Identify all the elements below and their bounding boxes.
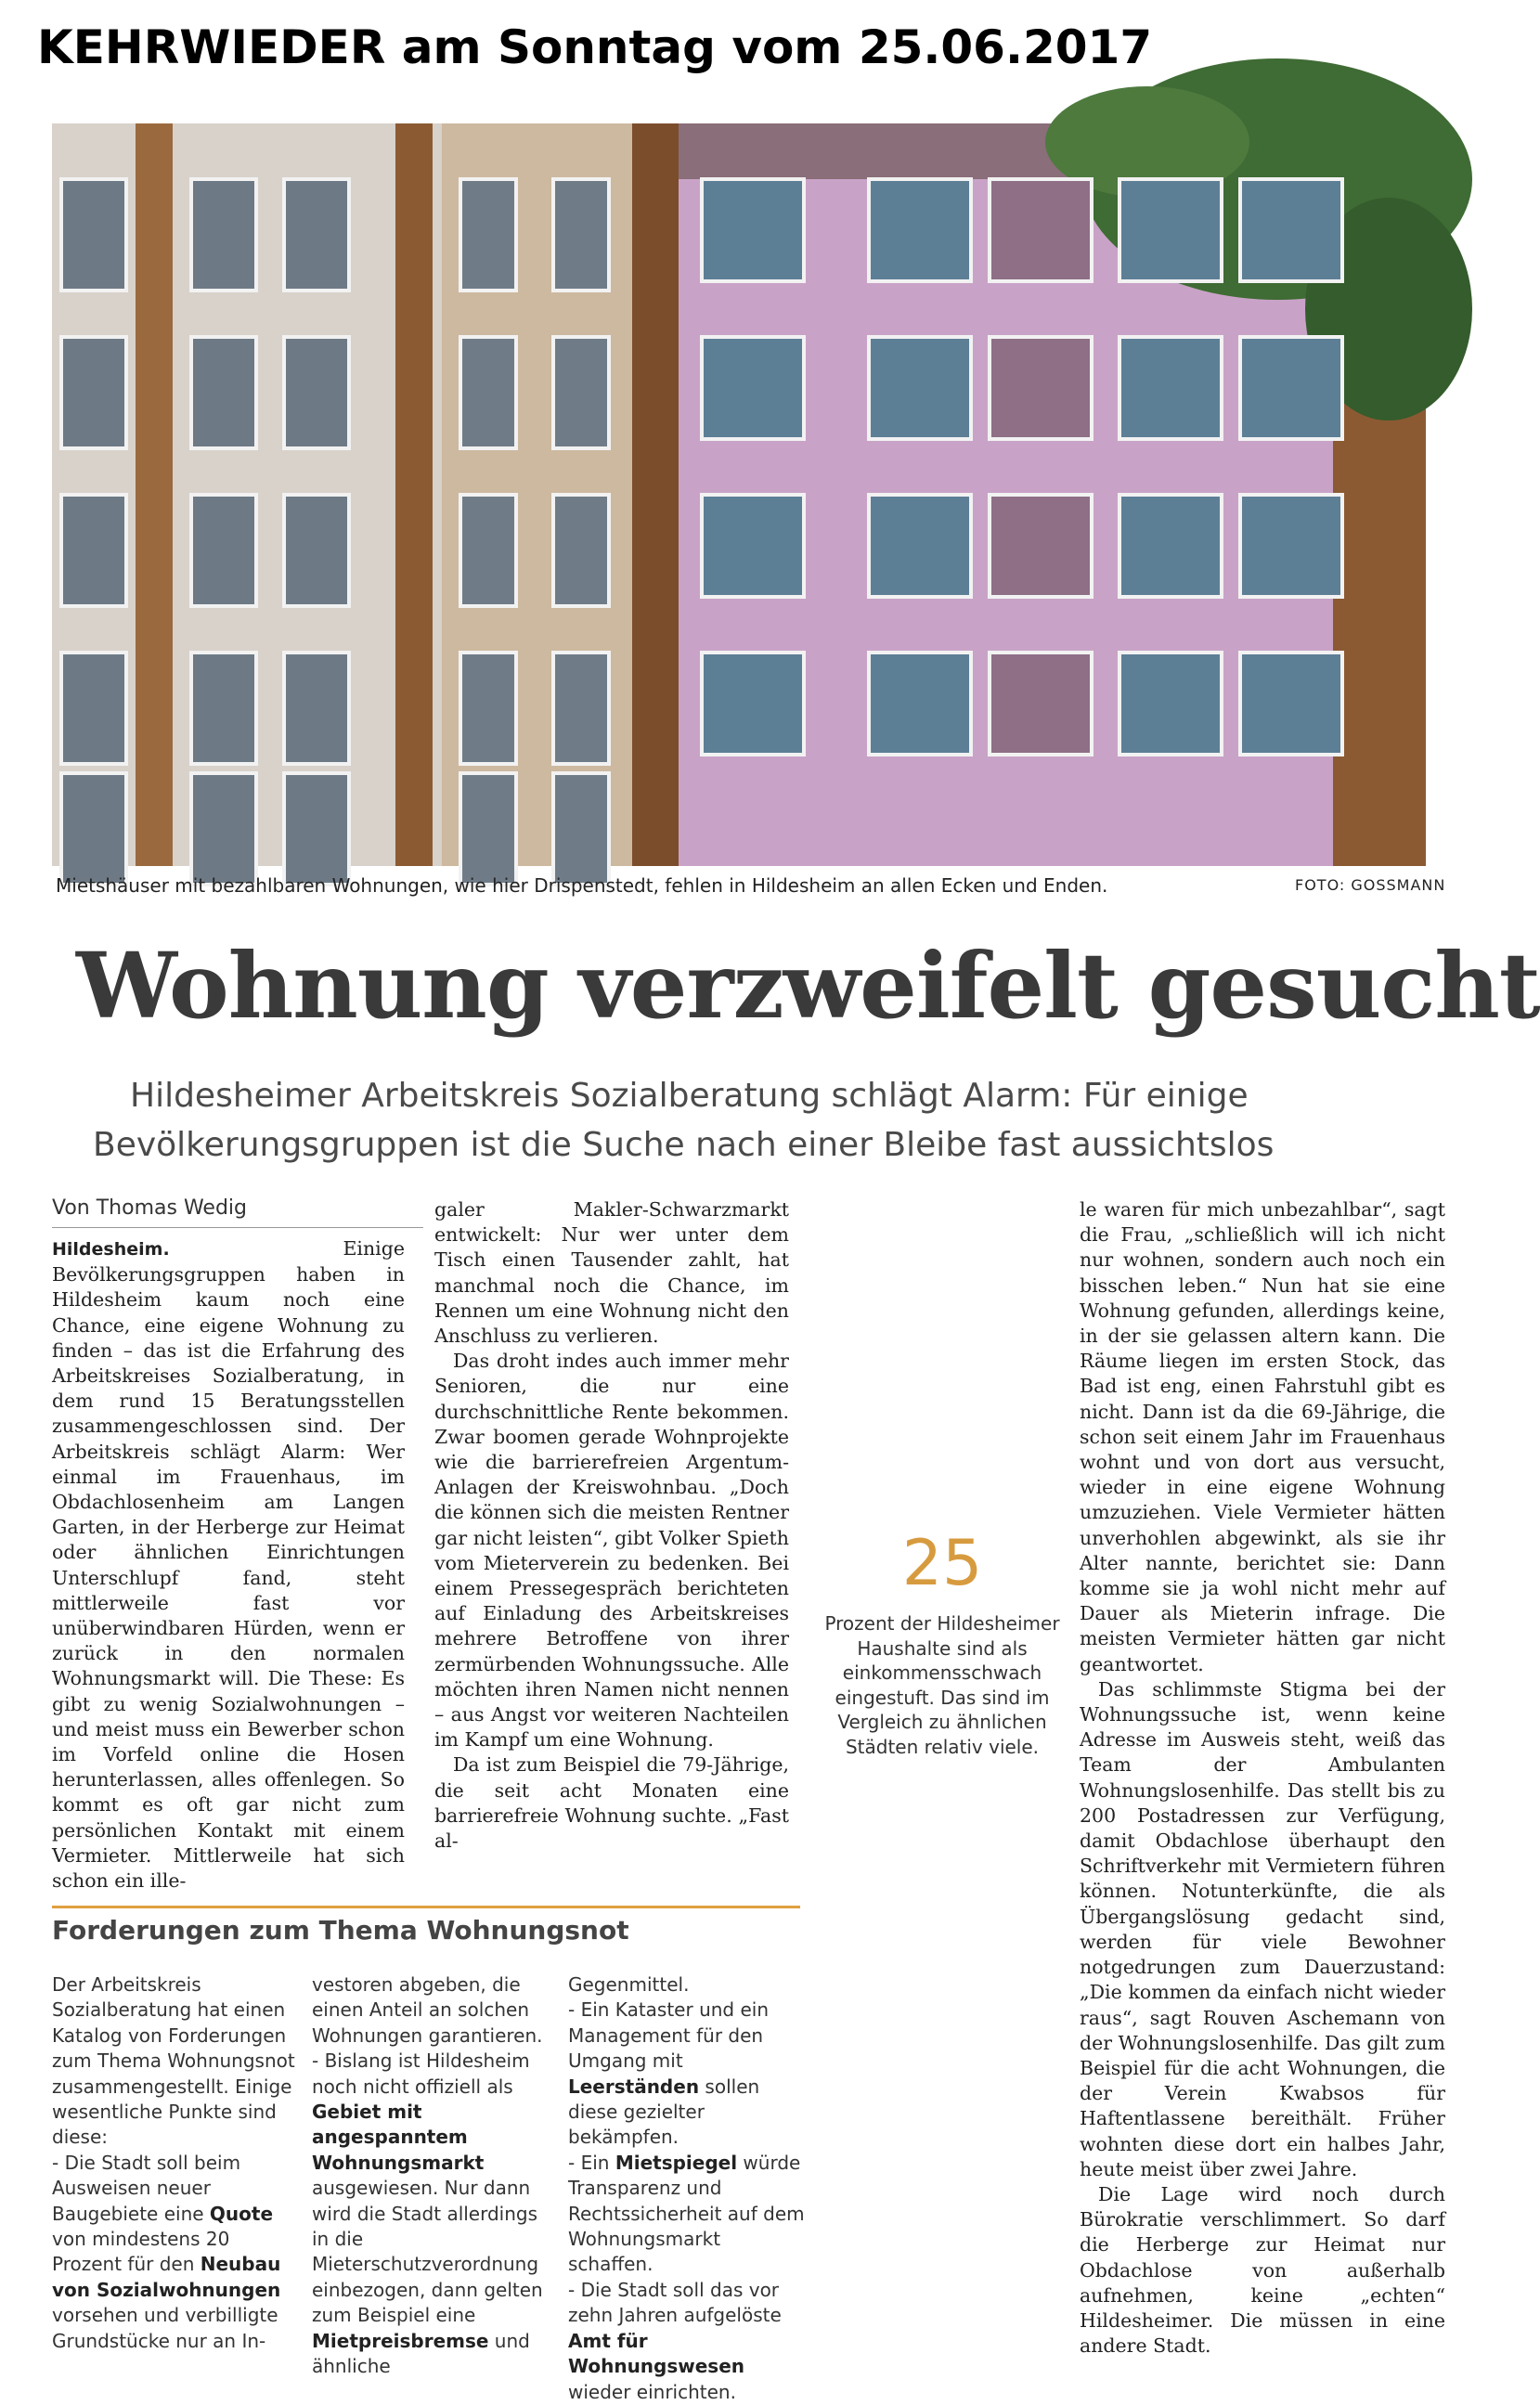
demands-item-text: - Ein Kataster und ein Management für den Umgang mit	[568, 1998, 770, 2073]
article-paragraph: Das schlimmste Stigma bei der Wohnungssuche ist, wenn keine Adresse im Ausweis steht, weiß das Team der Ambulanten Wohnungslosenhilfe. Das stellt bis zu 200 Postadressen zur Verfügung, damit Obdachlose überhaupt den Schriftverkehr mit Vermietern führen können. Notunterkünfte, die als Übergangslösung gedacht sind, werden für viele Bewohner notgedrungen zum Dauerzustand: „Die kommen da einfach nicht wieder raus“, sagt Rouven Aschemann von der Wohnungslosenhilfe. Das gilt zum Beispiel für die acht Wohnungen, die der Verein Kwabsos für Haftentlassene bereithält. Früher wohnten diese dort ein halbes Jahr, heute meist über zwei Jahre.	[1080, 1677, 1445, 2180]
subheadline-line-2: Bevölkerungsgruppen ist die Suche nach einer Bleibe fast aussichtslos	[93, 1126, 1275, 1164]
window	[1240, 653, 1342, 755]
demands-paragraph: Gegenmittel.	[568, 1973, 690, 1996]
demands-item-text: ausgewiesen. Nur dann wird die Stadt allerdings in die Mieterschutzverordnung einbezogen, dann gelten zum Beispiel eine	[312, 2177, 543, 2327]
window	[869, 179, 971, 281]
demands-item	[568, 1998, 809, 2150]
window	[1119, 653, 1222, 755]
window	[284, 337, 349, 448]
window	[990, 179, 1092, 281]
demands-item-text: - Ein	[568, 2151, 615, 2174]
demands-intro: Der Arbeitskreis Sozialberatung hat einen Katalog von Forderungen zum Thema Wohnungsnot zusammengestellt. Einige wesentliche Punkte sind diese:	[52, 1973, 295, 2149]
window	[1240, 179, 1342, 281]
window	[61, 179, 126, 291]
demands-item	[568, 2151, 809, 2278]
article-paragraph: Das droht indes auch immer mehr Senioren, die nur eine durchschnittliche Rente bekommen. Zwar boomen gerade Wohnprojekte wie die barrierefreien Argentum-Anlagen der Kreiswohnbau. „Doch die können sich die meisten Rentner gar nicht leisten“, gibt Volker Spieth vom Mieterverein zu bedenken. Bei einem Pressegespräch berichteten auf Einladung des Arbeitskreises mehrere Betroffene von ihrer zermürbenden Wohnungssuche. Alle möchten ihren Namen nicht nennen – aus Angst vor weiteren Nachteilen im Kampf um eine Wohnung.	[434, 1350, 789, 1752]
window	[869, 495, 971, 597]
demands-box-title: Forderungen zum Thema Wohnungsnot	[52, 1915, 629, 1946]
demands-item-text: - Bislang ist Hildesheim noch nicht offiziell als	[312, 2049, 530, 2098]
window	[61, 653, 126, 764]
window	[990, 495, 1092, 597]
window	[553, 337, 609, 448]
demands-item-text: vorsehen und verbilligte Grundstücke nur an In-	[52, 2304, 278, 2352]
article-column-2	[434, 1197, 789, 1853]
window	[284, 495, 349, 606]
byline: Von Thomas Wedig	[52, 1196, 247, 1220]
window	[1240, 337, 1342, 439]
window	[61, 337, 126, 448]
dateline: Hildesheim.	[52, 1239, 170, 1260]
demands-item-keyword: Gebiet mit angespanntem Wohnungsmarkt	[312, 2101, 485, 2174]
demands-column-2	[312, 1972, 553, 2376]
demands-item-text: und ähnliche	[312, 2329, 530, 2378]
window	[990, 337, 1092, 439]
window	[61, 773, 126, 885]
demands-item-text: - Die Stadt soll das vor zehn Jahren aufgelöste	[568, 2278, 782, 2327]
demands-paragraph: vestoren abgeben, die einen Anteil an solchen Wohnungen garantieren.	[312, 1973, 543, 2047]
demands-item-keyword: Neubau von Sozialwohnungen	[52, 2253, 281, 2301]
window	[1119, 179, 1222, 281]
window	[553, 495, 609, 606]
demands-item-keyword: Quote	[209, 2202, 274, 2225]
window	[460, 653, 516, 764]
demands-column-1	[52, 1972, 298, 2376]
demands-item-text: sollen diese gezielter bekämpfen.	[568, 2075, 760, 2149]
window	[869, 337, 971, 439]
window	[460, 495, 516, 606]
demands-item	[312, 2049, 553, 2379]
window	[1240, 495, 1342, 597]
demands-item-text: - Die Stadt soll beim Ausweisen neuer Baugebiete eine	[52, 2151, 241, 2225]
demands-item-keyword: Leerständen	[568, 2075, 700, 2098]
demands-item	[52, 2151, 298, 2354]
article-column-3	[1080, 1197, 1445, 2372]
headline: Wohnung verzweifelt gesucht	[76, 933, 1540, 1039]
demands-column-3	[568, 1972, 809, 2403]
apartment-buildings-photo	[52, 123, 1426, 866]
window	[702, 653, 804, 755]
window	[191, 337, 256, 448]
window	[990, 653, 1092, 755]
window	[191, 179, 256, 291]
window	[191, 653, 256, 764]
window	[553, 773, 609, 885]
window	[284, 179, 349, 291]
window	[460, 773, 516, 885]
window	[1119, 337, 1222, 439]
page-header-title: KEHRWIEDER am Sonntag vom 25.06.2017	[37, 20, 1153, 74]
window	[1119, 495, 1222, 597]
demands-item-keyword: Amt für Wohnungswesen	[568, 2329, 745, 2378]
window	[460, 337, 516, 448]
window	[702, 337, 804, 439]
photo-credit: FOTO: GOSSMANN	[1295, 876, 1446, 894]
article-paragraph: le waren für mich unbezahlbar“, sagt die Frau, „schließlich will ich nicht nur wohnen, sondern auch noch ein bisschen leben.“ Nun hat sie eine Wohnung gefunden, allerdings keine, in der sie gelassen altern kann. Die Räume liegen im ersten Stock, das Bad ist eng, einen Fahrstuhl gibt es nicht. Dann ist da die 69-Jährige, die schon seit einem Jahr im Frauenhaus wohnt und von dort aus versucht, wieder in eine eigene Wohnung umzuziehen. Viele Vermieter hätten unverhohlen abgewinkt, als sie ihr Alter nannte, berichtet sie: Dann komme sie ja wohl nicht mehr auf Dauer als Mieterin infrage. Die meisten Vermieter hätten gar nicht geantwortet.	[1080, 1198, 1445, 1675]
window	[61, 495, 126, 606]
demands-item-text: wieder einrichten.	[568, 2380, 736, 2403]
window	[284, 773, 349, 885]
article-paragraph: Einige Bevölkerungsgruppen haben in Hildesheim kaum noch eine Chance, eine eigene Wohnung zu finden – das ist die Erfahrung des Arbeitskreises Sozialberatung, in dem rund 15 Beratungsstellen zusammengeschlossen sind. Der Arbeitskreis schlägt Alarm: Wer einmal im Frauenhaus, im Obdachlosenheim am Langen Garten, in der Herberge zur Heimat oder ähnlichen Einrichtungen Unterschlupf fand, steht mittlerweile fast vor unüberwindbaren Hürden, wenn er zurück in den normalen Wohnungsmarkt will. Die These: Es gibt zu wenig Sozialwohnungen – und meist muss ein Bewerber schon im Vorfeld online die Hosen herunterlassen, alles offenlegen. So kommt es oft gar nicht zum persönlichen Kontakt mit einem Vermieter. Mittlerweile hat sich schon ein ille-	[52, 1237, 405, 1893]
window	[702, 179, 804, 281]
subheadline-line-1: Hildesheimer Arbeitskreis Sozialberatung schlägt Alarm: Für einige	[130, 1077, 1249, 1115]
window	[869, 653, 971, 755]
demands-item-text: würde Transparenz und Rechtssicherheit auf dem Wohnungsmarkt schaffen.	[568, 2151, 805, 2276]
demands-item-text: von mindestens 20 Prozent für den	[52, 2228, 230, 2276]
article-paragraph: Da ist zum Beispiel die 79-Jährige, die seit acht Monaten eine barrierefreie Wohnung suchte. „Fast al-	[434, 1753, 789, 1853]
demands-item-keyword: Mietspiegel	[615, 2151, 738, 2174]
factbox-number: 25	[901, 1527, 983, 1600]
window	[460, 179, 516, 291]
article-column-1	[52, 1236, 405, 1893]
photo-caption: Mietshäuser mit bezahlbaren Wohnungen, wie hier Drispenstedt, fehlen in Hildesheim an allen Ecken und Enden.	[56, 874, 1108, 897]
demands-box-rule	[52, 1906, 800, 1908]
window	[702, 495, 804, 597]
article-paragraph: galer Makler-Schwarzmarkt entwickelt: Nur wer unter dem Tisch einen Tausender zahlt, hat manchmal noch die Chance, im Rennen um eine Wohnung nicht den Anschluss zu verlieren.	[434, 1198, 789, 1348]
window	[553, 179, 609, 291]
factbox-text: Prozent der Hildesheimer Haushalte sind als einkommensschwach eingestuft. Das sind im Vergleich zu ähnlichen Städten relativ viele.	[824, 1612, 1060, 1758]
demands-item	[568, 2278, 809, 2405]
window	[191, 495, 256, 606]
window	[191, 773, 256, 885]
window	[553, 653, 609, 764]
window	[284, 653, 349, 764]
article-paragraph: Die Lage wird noch durch Bürokratie verschlimmert. So darf die Herberge zur Heimat nur Obdachlose von außerhalb aufnehmen, keine „echten“ Hildesheimer. Die müssen in eine andere Stadt.	[1080, 2182, 1445, 2358]
demands-item-keyword: Mietpreisbremse	[312, 2329, 489, 2352]
byline-divider	[52, 1227, 423, 1228]
